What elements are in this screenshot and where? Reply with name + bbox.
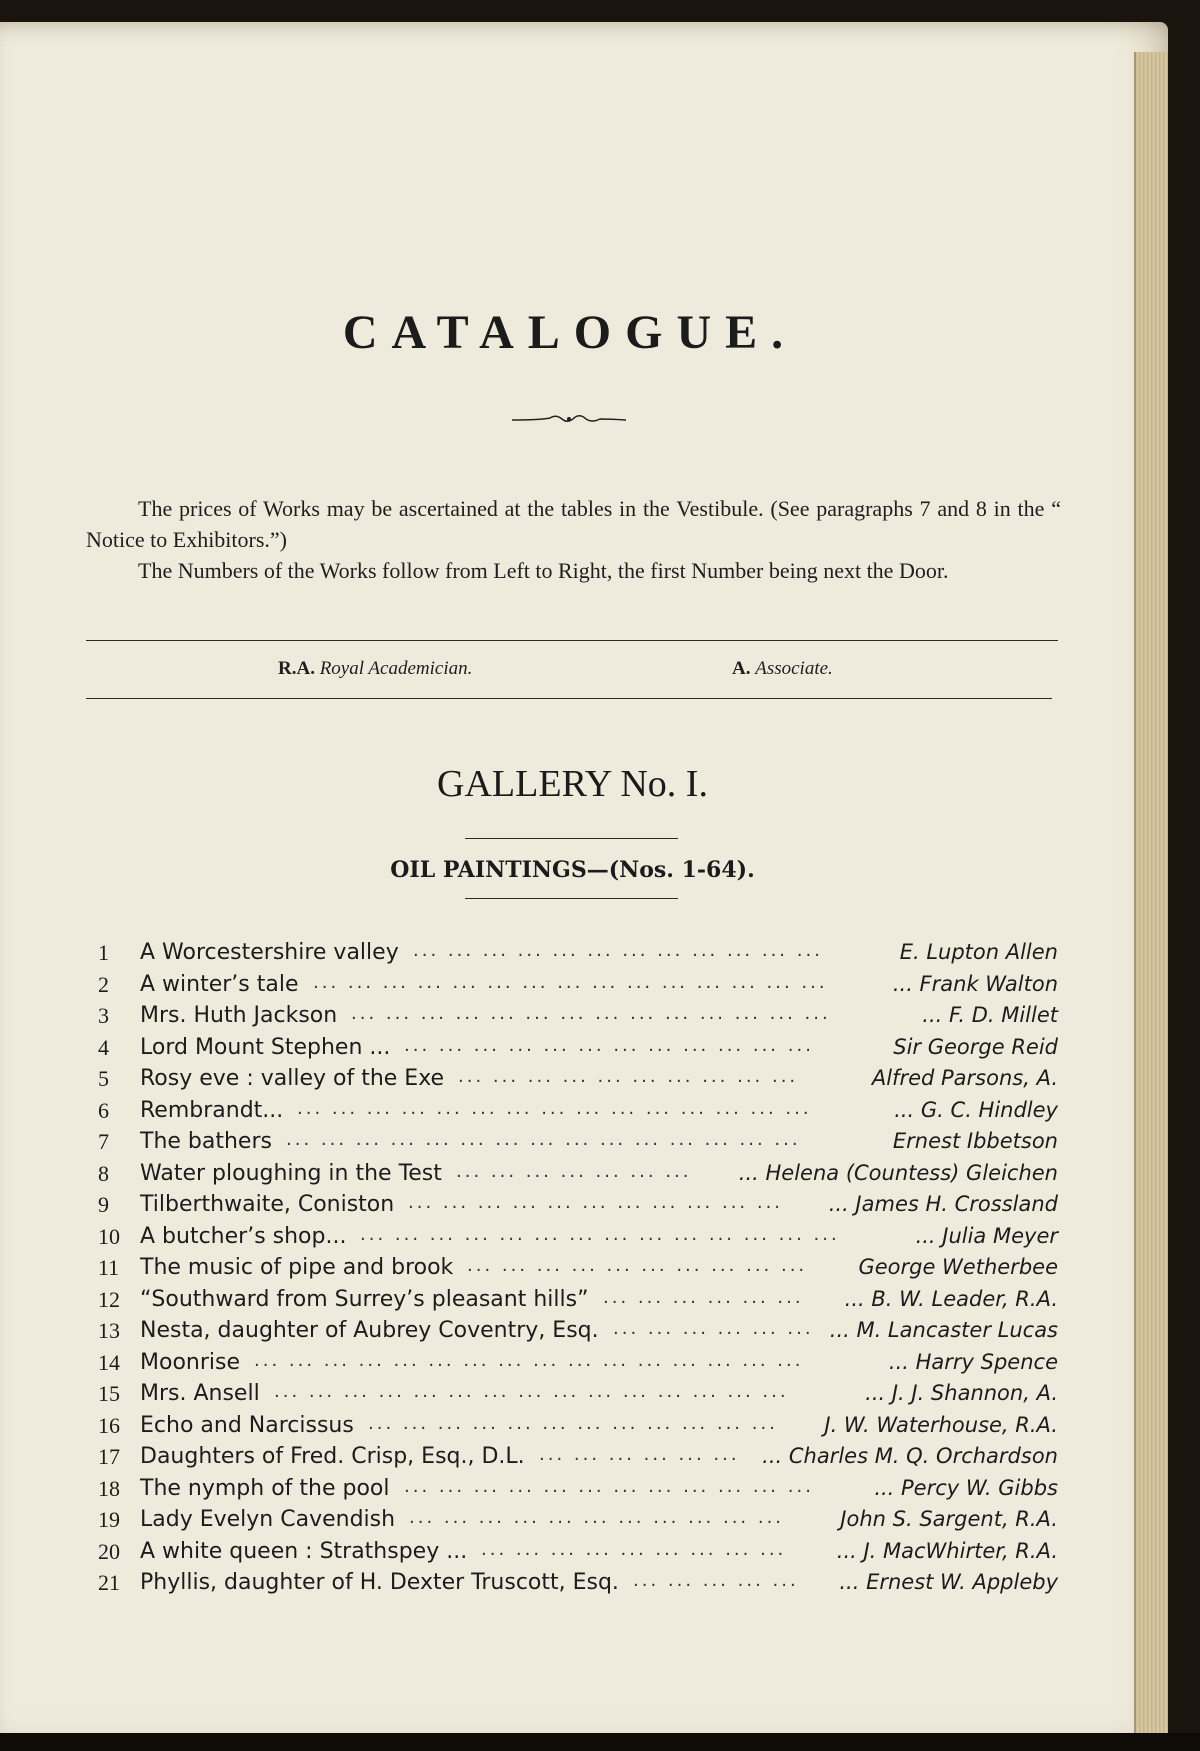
entry-title: The bathers (140, 1129, 272, 1154)
entry-artist: George Wetherbee (858, 1255, 1058, 1279)
rule-section-bottom (465, 898, 678, 899)
entry-artist: ... Frank Walton (892, 971, 1058, 996)
abbrev-a (732, 658, 833, 680)
list-item (98, 1381, 1058, 1411)
entry-number: 9 (98, 1192, 109, 1217)
entry-title: Tilberthwaite, Coniston (140, 1192, 395, 1217)
entry-title: The nymph of the pool (140, 1475, 390, 1501)
entry-artist: ... G. C. Hindley (894, 1097, 1058, 1122)
list-item (98, 940, 1058, 970)
leader-dots: ... ... ... ... ... ... (539, 1444, 740, 1465)
entry-artist: John S. Sargent, R.A. (840, 1507, 1058, 1531)
list-item (98, 1129, 1058, 1159)
entry-title: A winter’s tale (140, 971, 299, 997)
entry-title: Mrs. Ansell (140, 1381, 260, 1406)
entry-title: Rosy eve : valley of the Exe (140, 1066, 445, 1091)
entry-artist: E. Lupton Allen (899, 940, 1058, 964)
rule-section-top (465, 838, 678, 839)
ornament-divider-icon (510, 410, 628, 430)
leader-dots: ... ... ... ... ... ... ... ... ... ... ... ... ... ... ... (313, 971, 828, 993)
leader-dots: ... ... ... ... ... ... ... ... ... ... ... (409, 1507, 785, 1528)
intro-paragraph-prices: The prices of Works may be ascertained at the tables in the Vestibule. (See paragraphs 7 and 8 in the “ Notice to Exhibitors.”) (86, 496, 1061, 552)
entry-number: 4 (98, 1034, 109, 1060)
list-item (98, 1161, 1058, 1191)
leader-dots: ... ... ... ... ... ... ... ... ... ... ... ... ... ... (360, 1223, 840, 1245)
leader-dots: ... ... ... ... ... ... ... ... ... ... ... ... (368, 1412, 778, 1434)
list-item (98, 1098, 1058, 1128)
entry-title: Echo and Narcissus (140, 1412, 354, 1438)
list-item (98, 1035, 1058, 1065)
leader-dots: ... ... ... ... ... ... ... ... ... ... ... ... ... ... ... (297, 1097, 812, 1119)
entry-number: 18 (98, 1475, 120, 1501)
page-title: CATALOGUE. (342, 306, 798, 359)
list-item (98, 1444, 1058, 1474)
entry-artist: ... B. W. Leader, R.A. (844, 1286, 1058, 1311)
entry-number: 15 (98, 1381, 120, 1406)
entry-artist: J. W. Waterhouse, R.A. (824, 1412, 1058, 1437)
list-item (98, 1287, 1058, 1317)
abbrev-ra-code: R.A. (278, 658, 315, 679)
list-item (98, 1003, 1058, 1033)
entry-number: 11 (98, 1255, 120, 1280)
entry-number: 5 (98, 1066, 109, 1091)
entry-artist: ... F. D. Millet (922, 1003, 1058, 1027)
entry-number: 13 (98, 1318, 120, 1343)
entry-number: 12 (98, 1286, 120, 1312)
entry-number: 7 (98, 1129, 109, 1154)
entry-title: “Southward from Surrey’s pleasant hills” (140, 1286, 589, 1312)
intro-paragraph-numbers: The Numbers of the Works follow from Left to Right, the first Number being next the Door. (138, 558, 949, 583)
entry-title: Moonrise (140, 1349, 240, 1375)
leader-dots: ... ... ... ... ... ... ... (456, 1160, 692, 1182)
leader-dots: ... ... ... ... ... ... ... ... ... ... ... ... ... ... (351, 1003, 831, 1024)
section-heading: OIL PAINTINGS—(Nos. 1-64). (390, 857, 755, 883)
entry-number: 3 (98, 1003, 109, 1028)
list-item (98, 1255, 1058, 1285)
entry-artist: ... James H. Crossland (828, 1192, 1058, 1216)
entry-number: 1 (98, 940, 109, 965)
entry-title: A white queen : Strathspey ... (140, 1538, 468, 1564)
entry-artist: Alfred Parsons, A. (871, 1066, 1058, 1090)
intro-text (86, 493, 1061, 586)
abbrev-ra-meaning: Royal Academician. (319, 658, 473, 679)
entry-title: A Worcestershire valley (140, 940, 399, 965)
leader-dots: ... ... ... ... ... ... ... ... ... ... ... ... ... ... ... ... (254, 1349, 804, 1371)
entry-number: 6 (98, 1097, 109, 1123)
leader-dots: ... ... ... ... ... ... ... ... ... ... ... ... (413, 940, 823, 961)
rule-top (86, 640, 1058, 641)
rule-bottom (86, 698, 1052, 699)
entry-number: 10 (98, 1223, 120, 1249)
leader-dots: ... ... ... ... ... ... ... ... ... ... ... ... ... ... ... (286, 1129, 801, 1150)
list-item (98, 1224, 1058, 1254)
entry-artist: ... J. MacWhirter, R.A. (836, 1538, 1058, 1563)
leader-dots: ... ... ... ... ... (633, 1570, 799, 1591)
entry-title: Nesta, daughter of Aubrey Coventry, Esq. (140, 1318, 599, 1343)
entry-artist: Sir George Reid (893, 1034, 1058, 1059)
leader-dots: ... ... ... ... ... ... ... ... ... ... ... ... (404, 1034, 814, 1056)
entry-title: Lord Mount Stephen ... (140, 1034, 391, 1060)
entry-artist: ... Charles M. Q. Orchardson (762, 1444, 1058, 1468)
leader-dots: ... ... ... ... ... ... (613, 1318, 814, 1339)
list-item (98, 1192, 1058, 1222)
entry-number: 19 (98, 1507, 120, 1532)
leader-dots: ... ... ... ... ... ... ... ... ... ... ... ... (404, 1475, 814, 1497)
abbrev-ra (278, 658, 472, 680)
entry-title: The music of pipe and brook (140, 1255, 454, 1280)
entry-number: 17 (98, 1444, 120, 1469)
entry-number: 20 (98, 1538, 120, 1564)
leader-dots: ... ... ... ... ... ... ... ... ... ... ... ... ... ... ... (274, 1381, 789, 1402)
entry-number: 2 (98, 971, 109, 997)
entry-artist: ... Harry Spence (888, 1349, 1058, 1374)
leader-dots: ... ... ... ... ... ... ... ... ... ... ... (408, 1192, 784, 1213)
book-bottom-edge (0, 1733, 1200, 1751)
abbrev-a-code: A. (732, 658, 751, 679)
entry-artist: Ernest Ibbetson (892, 1129, 1058, 1153)
entry-artist: ... Julia Meyer (915, 1223, 1058, 1248)
list-item (98, 1539, 1058, 1569)
list-item (98, 1570, 1058, 1600)
entry-artist: ... M. Lancaster Lucas (829, 1318, 1058, 1342)
entry-artist: ... Percy W. Gibbs (874, 1475, 1058, 1500)
entry-title: Water ploughing in the Test (140, 1160, 442, 1186)
entry-title: Lady Evelyn Cavendish (140, 1507, 396, 1532)
leader-dots: ... ... ... ... ... ... ... ... ... (481, 1538, 787, 1560)
leader-dots: ... ... ... ... ... ... (603, 1286, 804, 1308)
list-item (98, 1318, 1058, 1348)
list-item (98, 1476, 1058, 1506)
entry-number: 8 (98, 1160, 109, 1186)
leader-dots: ... ... ... ... ... ... ... ... ... ... (458, 1066, 799, 1087)
entry-artist: ... Ernest W. Appleby (839, 1570, 1058, 1594)
abbrev-a-meaning: Associate. (755, 658, 833, 679)
list-item (98, 972, 1058, 1002)
entry-artist: ... Helena (Countess) Gleichen (738, 1160, 1058, 1185)
entry-title: Mrs. Huth Jackson (140, 1003, 338, 1028)
entry-title: A butcher’s shop... (140, 1223, 347, 1249)
entry-title: Phyllis, daughter of H. Dexter Truscott, Esq. (140, 1570, 619, 1595)
list-item (98, 1507, 1058, 1537)
list-item (98, 1350, 1058, 1380)
entry-title: Daughters of Fred. Crisp, Esq., D.L. (140, 1444, 525, 1469)
gallery-heading: GALLERY No. I. (437, 763, 708, 805)
entry-number: 14 (98, 1349, 120, 1375)
leader-dots: ... ... ... ... ... ... ... ... ... ... (467, 1255, 808, 1276)
entry-title: Rembrandt... (140, 1097, 284, 1123)
list-item (98, 1066, 1058, 1096)
entry-number: 16 (98, 1412, 120, 1438)
entry-number: 21 (98, 1570, 120, 1595)
entry-artist: ... J. J. Shannon, A. (865, 1381, 1058, 1405)
list-item (98, 1413, 1058, 1443)
